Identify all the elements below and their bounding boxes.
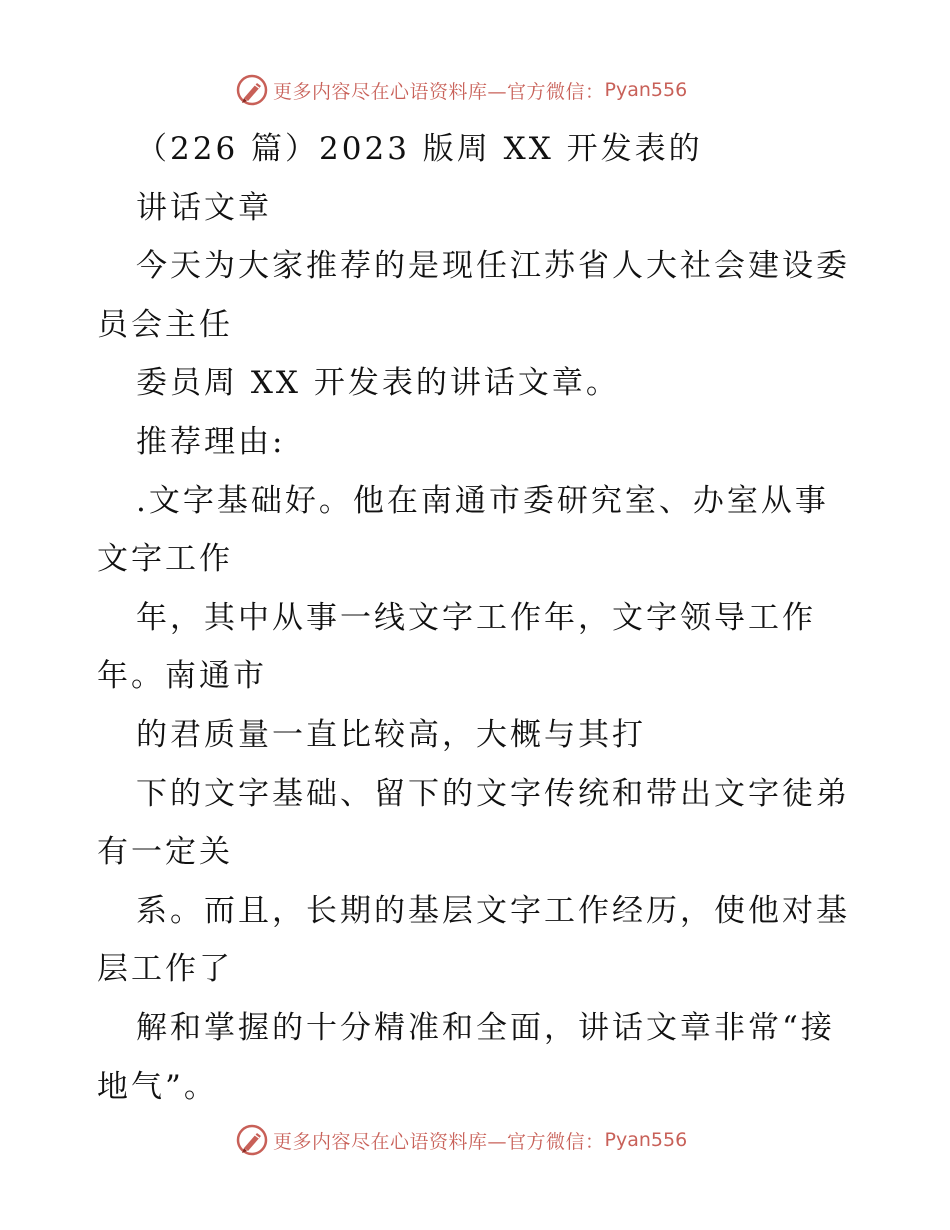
paragraph-line: 的君质量一直比较高，大概与其打 [136,716,646,753]
paragraph-line: 下的文字基础、留下的文字传统和带出文字徒弟 [136,775,850,812]
paragraph-line: 推荐理由: [136,423,286,460]
paragraph-line: 年，其中从事一线文字工作年，文字领导工作 [136,599,816,636]
paragraph-line: 今天为大家推荐的是现任江苏省人大社会建设委 [136,248,850,285]
paragraph-line: 文字工作 [97,541,233,578]
paragraph-line: 地气”。 [97,1068,218,1105]
paragraph-line: 员会主任 [97,306,233,343]
paragraph-line: 委员周 XX 开发表的讲话文章。 [136,365,620,402]
pen-logo-icon [235,73,269,107]
header-banner-id: Pyan556 [604,79,688,101]
paragraph-line: 系。而且，长期的基层文字工作经历，使他对基 [136,892,850,929]
document-body [97,120,857,1116]
paragraph-line: 解和掌握的十分精准和全面，讲话文章非常“接 [136,1009,835,1046]
footer-banner [235,1121,715,1159]
header-banner-text: 更多内容尽在心语资料库—官方微信： [273,80,605,103]
paragraph-line: 有一定关 [97,834,233,871]
title-line-1: （226 篇）2023 版周 XX 开发表的 [136,131,703,167]
footer-banner-text: 更多内容尽在心语资料库—官方微信： [273,1130,605,1153]
pen-logo-icon [235,1123,269,1157]
paragraph-line: .文字基础好。他在南通市委研究室、办室从事 [136,482,829,519]
header-banner [235,71,715,109]
footer-banner-id: Pyan556 [604,1129,688,1151]
title-line-2: 讲话文章 [136,189,272,226]
paragraph-line: 年。南通市 [97,658,267,695]
paragraph-line: 层工作了 [97,951,233,988]
